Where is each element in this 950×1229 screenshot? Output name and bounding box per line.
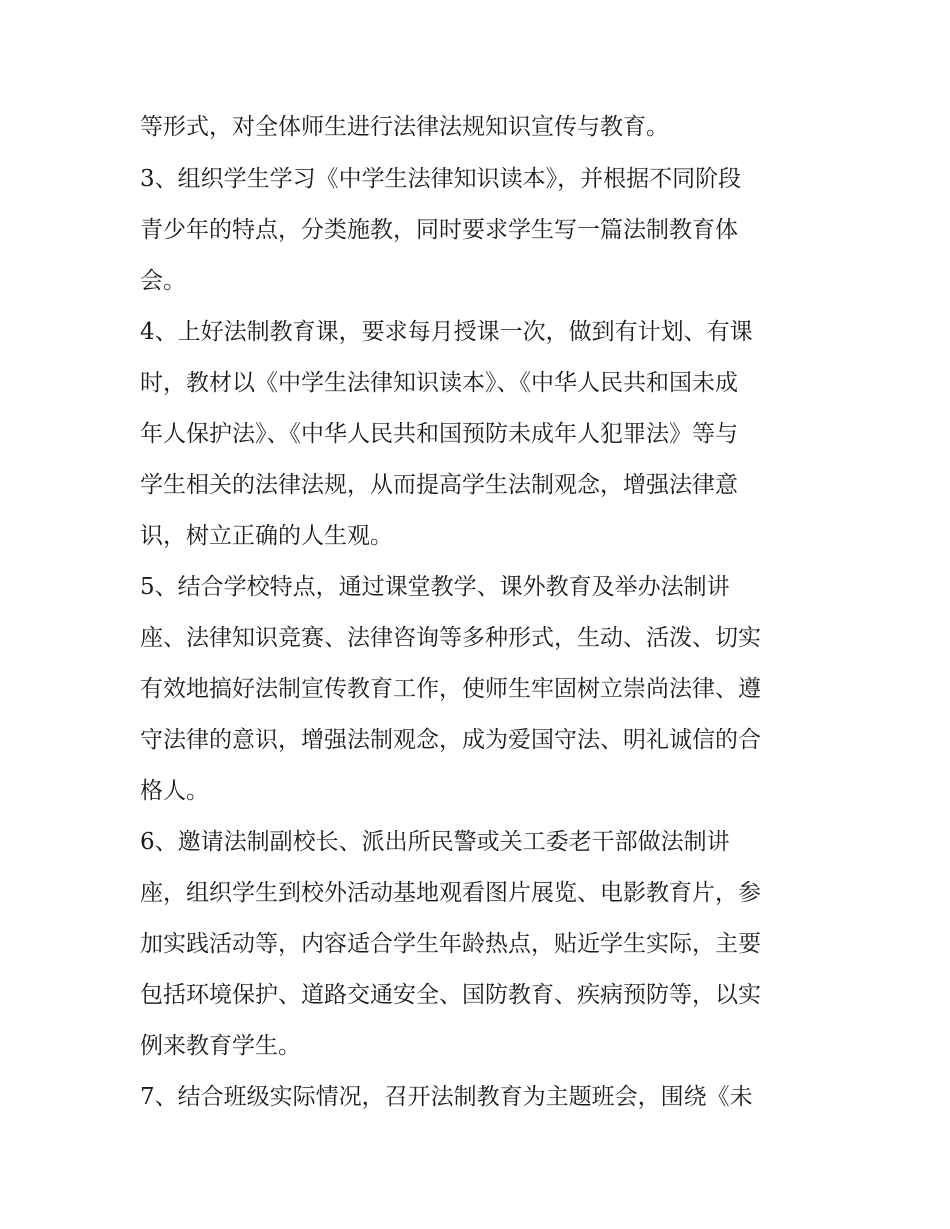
text-line: 包括环境保护、道路交通安全、国防教育、疾病预防等，以实 <box>140 982 761 1008</box>
text-line: 加实践活动等，内容适合学生年龄热点，贴近学生实际，主要 <box>140 931 761 957</box>
text-line: 座，组织学生到校外活动基地观看图片展览、电影教育片，参 <box>140 880 761 906</box>
text-line: 会。 <box>140 268 186 294</box>
text-line: 例来教育学生。 <box>140 1033 301 1059</box>
text-line: 5、结合学校特点，通过课堂教学、课外教育及举办法制讲 <box>140 574 730 600</box>
text-line: 有效地搞好法制宣传教育工作，使师生牢固树立崇尚法律、遵 <box>140 676 761 702</box>
text-line: 等形式，对全体师生进行法律法规知识宣传与教育。 <box>140 114 669 140</box>
text-line: 4、上好法制教育课，要求每月授课一次，做到有计划、有课 <box>140 319 753 345</box>
text-line: 识，树立正确的人生观。 <box>140 523 393 549</box>
text-line: 年人保护法》、《中华人民共和国预防未成年人犯罪法》等与 <box>140 421 738 447</box>
text-line: 6、邀请法制副校长、派出所民警或关工委老干部做法制讲 <box>140 829 730 855</box>
text-line: 座、法律知识竞赛、法律咨询等多种形式，生动、活泼、切实 <box>140 625 761 651</box>
text-line: 青少年的特点，分类施教，同时要求学生写一篇法制教育体 <box>140 217 738 243</box>
text-line: 3、组织学生学习《中学生法律知识读本》，并根据不同阶段 <box>140 166 742 192</box>
text-line: 学生相关的法律法规，从而提高学生法制观念，增强法律意 <box>140 472 738 498</box>
text-line: 时，教材以《中学生法律知识读本》、《中华人民共和国未成 <box>140 370 738 396</box>
text-line: 7、结合班级实际情况，召开法制教育为主题班会，围绕《未 <box>140 1084 753 1110</box>
text-line: 守法律的意识，增强法制观念，成为爱国守法、明礼诚信的合 <box>140 727 761 753</box>
text-line: 格人。 <box>140 778 209 804</box>
